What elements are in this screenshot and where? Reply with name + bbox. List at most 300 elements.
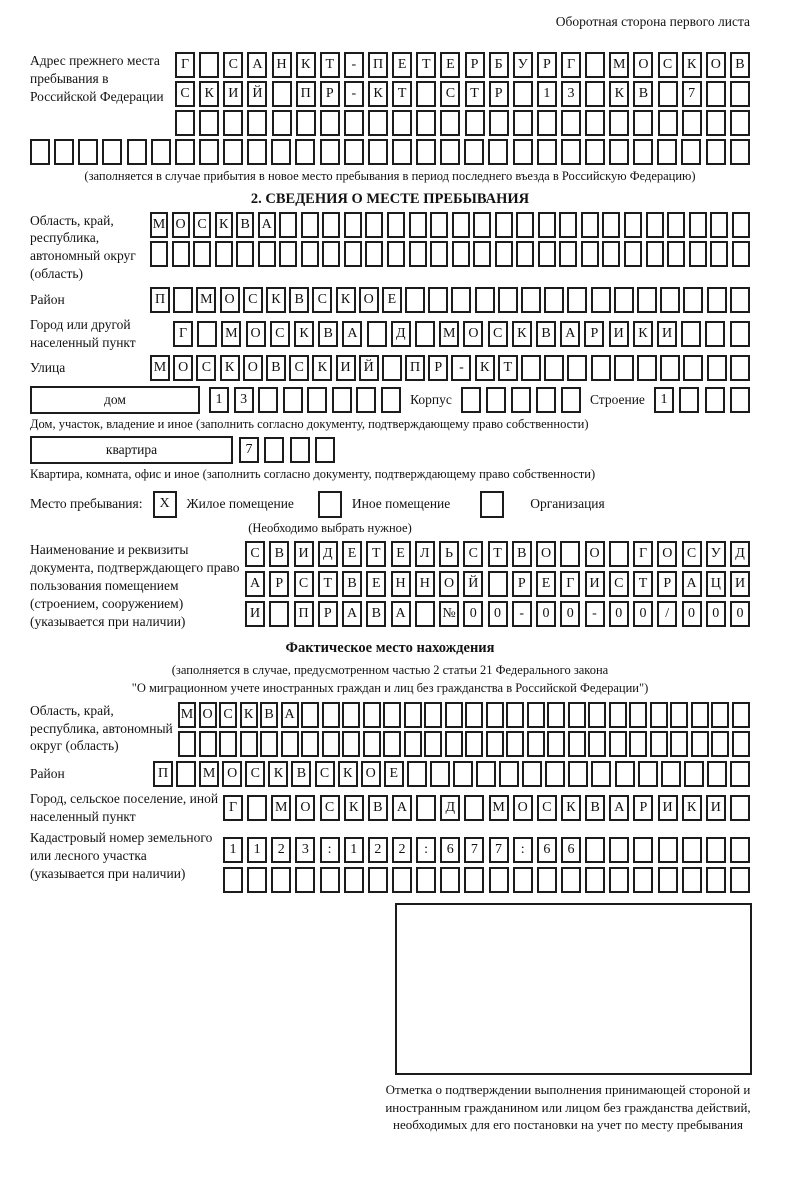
char-cell[interactable]: И	[294, 541, 314, 567]
char-cell[interactable]	[560, 541, 580, 567]
char-cell[interactable]: Г	[175, 52, 195, 78]
char-cell[interactable]	[730, 837, 750, 863]
char-cell[interactable]	[609, 541, 629, 567]
char-cell[interactable]	[707, 761, 727, 787]
char-cell[interactable]: С	[440, 81, 460, 107]
char-cell[interactable]	[637, 355, 657, 381]
char-cell[interactable]	[409, 241, 427, 267]
char-cell[interactable]	[513, 81, 533, 107]
char-cell[interactable]	[30, 139, 50, 165]
char-cell[interactable]	[506, 731, 524, 757]
char-cell[interactable]	[588, 731, 606, 757]
char-cell[interactable]: -	[585, 601, 605, 627]
char-cell[interactable]: С	[488, 321, 508, 347]
char-cell[interactable]: Н	[391, 571, 411, 597]
char-cell[interactable]	[609, 867, 629, 893]
char-cell[interactable]: П	[294, 601, 314, 627]
char-cell[interactable]	[279, 212, 297, 238]
char-cell[interactable]: П	[296, 81, 316, 107]
char-cell[interactable]: С	[289, 355, 309, 381]
char-cell[interactable]	[730, 761, 750, 787]
char-cell[interactable]	[667, 212, 685, 238]
char-cell[interactable]	[342, 731, 360, 757]
char-cell[interactable]: В	[236, 212, 254, 238]
char-cell[interactable]	[624, 241, 642, 267]
char-cell[interactable]	[78, 139, 98, 165]
char-cell[interactable]: 2	[392, 837, 412, 863]
char-cell[interactable]	[363, 702, 381, 728]
char-cell[interactable]: К	[682, 52, 702, 78]
char-cell[interactable]: Т	[416, 52, 436, 78]
char-cell[interactable]	[730, 387, 750, 413]
char-cell[interactable]	[428, 287, 448, 313]
char-cell[interactable]: С	[193, 212, 211, 238]
char-cell[interactable]: В	[730, 52, 750, 78]
char-cell[interactable]: Т	[498, 355, 518, 381]
char-cell[interactable]	[591, 287, 611, 313]
char-cell[interactable]	[178, 731, 196, 757]
char-cell[interactable]: Г	[561, 52, 581, 78]
char-cell[interactable]	[296, 110, 316, 136]
char-cell[interactable]	[629, 731, 647, 757]
char-cell[interactable]: :	[513, 837, 533, 863]
char-cell[interactable]: 2	[271, 837, 291, 863]
char-cell[interactable]	[219, 731, 237, 757]
char-cell[interactable]: С	[658, 52, 678, 78]
char-cell[interactable]	[609, 702, 627, 728]
char-cell[interactable]: Т	[366, 541, 386, 567]
char-cell[interactable]	[633, 139, 653, 165]
char-cell[interactable]: Ь	[439, 541, 459, 567]
char-cell[interactable]: О	[633, 52, 653, 78]
char-cell[interactable]: И	[336, 355, 356, 381]
char-cell[interactable]: Т	[392, 81, 412, 107]
char-cell[interactable]	[615, 761, 635, 787]
char-cell[interactable]	[404, 702, 422, 728]
char-cell[interactable]	[683, 355, 703, 381]
char-cell[interactable]	[516, 212, 534, 238]
char-cell[interactable]	[322, 702, 340, 728]
char-cell[interactable]	[215, 241, 233, 267]
char-cell[interactable]	[650, 731, 668, 757]
char-cell[interactable]: Р	[465, 52, 485, 78]
char-cell[interactable]	[561, 867, 581, 893]
char-cell[interactable]: Р	[489, 81, 509, 107]
char-cell[interactable]: Н	[272, 52, 292, 78]
char-cell[interactable]	[264, 437, 284, 463]
char-cell[interactable]	[283, 387, 303, 413]
char-cell[interactable]	[381, 387, 401, 413]
char-cell[interactable]	[342, 702, 360, 728]
char-cell[interactable]: О	[463, 321, 483, 347]
char-cell[interactable]	[730, 287, 750, 313]
char-cell[interactable]: Т	[318, 571, 338, 597]
char-cell[interactable]	[344, 139, 364, 165]
char-cell[interactable]	[706, 110, 726, 136]
char-cell[interactable]: Е	[536, 571, 556, 597]
char-cell[interactable]: И	[658, 795, 678, 821]
char-cell[interactable]	[585, 81, 605, 107]
char-cell[interactable]	[486, 702, 504, 728]
char-cell[interactable]: О	[359, 287, 379, 313]
char-cell[interactable]	[588, 702, 606, 728]
char-cell[interactable]	[585, 837, 605, 863]
char-cell[interactable]: Г	[633, 541, 653, 567]
char-cell[interactable]	[732, 702, 750, 728]
char-cell[interactable]: П	[150, 287, 170, 313]
char-cell[interactable]	[290, 437, 310, 463]
char-cell[interactable]	[272, 81, 292, 107]
char-cell[interactable]	[711, 731, 729, 757]
char-cell[interactable]: Д	[318, 541, 338, 567]
char-cell[interactable]: -	[344, 52, 364, 78]
char-cell[interactable]: 3	[561, 81, 581, 107]
char-cell[interactable]: 7	[239, 437, 259, 463]
char-cell[interactable]: В	[318, 321, 338, 347]
char-cell[interactable]	[545, 761, 565, 787]
char-cell[interactable]	[383, 731, 401, 757]
char-cell[interactable]	[150, 241, 168, 267]
char-cell[interactable]	[732, 731, 750, 757]
char-cell[interactable]	[473, 241, 491, 267]
char-cell[interactable]	[260, 731, 278, 757]
char-cell[interactable]	[176, 761, 196, 787]
char-cell[interactable]: А	[342, 601, 362, 627]
char-cell[interactable]: 0	[633, 601, 653, 627]
char-cell[interactable]	[658, 837, 678, 863]
char-cell[interactable]	[199, 139, 219, 165]
char-cell[interactable]	[322, 212, 340, 238]
char-cell[interactable]	[440, 139, 460, 165]
char-cell[interactable]	[711, 702, 729, 728]
char-cell[interactable]	[365, 212, 383, 238]
char-cell[interactable]	[301, 212, 319, 238]
char-cell[interactable]	[440, 867, 460, 893]
char-cell[interactable]	[670, 702, 688, 728]
char-cell[interactable]: К	[240, 702, 258, 728]
char-cell[interactable]	[591, 761, 611, 787]
char-cell[interactable]	[271, 139, 291, 165]
char-cell[interactable]	[54, 139, 74, 165]
char-cell[interactable]	[657, 139, 677, 165]
char-cell[interactable]: М	[150, 355, 170, 381]
char-cell[interactable]	[527, 702, 545, 728]
char-cell[interactable]: Г	[173, 321, 193, 347]
char-cell[interactable]: Р	[633, 795, 653, 821]
char-cell[interactable]	[705, 387, 725, 413]
char-cell[interactable]	[614, 355, 634, 381]
char-cell[interactable]: К	[338, 761, 358, 787]
char-cell[interactable]	[499, 761, 519, 787]
char-cell[interactable]: К	[475, 355, 495, 381]
char-cell[interactable]: У	[706, 541, 726, 567]
char-cell[interactable]: Е	[384, 761, 404, 787]
char-cell[interactable]	[633, 837, 653, 863]
char-cell[interactable]: 0	[488, 601, 508, 627]
char-cell[interactable]: В	[633, 81, 653, 107]
char-cell[interactable]	[452, 241, 470, 267]
char-cell[interactable]	[730, 139, 750, 165]
char-cell[interactable]	[609, 110, 629, 136]
char-cell[interactable]	[691, 731, 709, 757]
char-cell[interactable]	[537, 139, 557, 165]
char-cell[interactable]: К	[609, 81, 629, 107]
char-cell[interactable]	[320, 867, 340, 893]
char-cell[interactable]: А	[342, 321, 362, 347]
char-cell[interactable]	[344, 241, 362, 267]
char-cell[interactable]: К	[633, 321, 653, 347]
char-cell[interactable]: Г	[223, 795, 243, 821]
char-cell[interactable]: С	[682, 541, 702, 567]
char-cell[interactable]: О	[439, 571, 459, 597]
char-cell[interactable]	[670, 731, 688, 757]
char-cell[interactable]	[689, 241, 707, 267]
char-cell[interactable]: В	[266, 355, 286, 381]
char-cell[interactable]	[464, 867, 484, 893]
char-cell[interactable]: К	[344, 795, 364, 821]
char-cell[interactable]	[295, 867, 315, 893]
char-cell[interactable]: О	[513, 795, 533, 821]
char-cell[interactable]	[465, 702, 483, 728]
char-cell[interactable]	[637, 287, 657, 313]
char-cell[interactable]	[568, 702, 586, 728]
char-cell[interactable]	[430, 761, 450, 787]
char-cell[interactable]	[730, 110, 750, 136]
char-cell[interactable]	[281, 731, 299, 757]
char-cell[interactable]	[368, 139, 388, 165]
char-cell[interactable]: К	[336, 287, 356, 313]
char-cell[interactable]	[424, 731, 442, 757]
char-cell[interactable]: С	[537, 795, 557, 821]
char-cell[interactable]	[682, 837, 702, 863]
char-cell[interactable]: С	[223, 52, 243, 78]
char-cell[interactable]	[172, 241, 190, 267]
char-cell[interactable]	[295, 139, 315, 165]
char-cell[interactable]: О	[243, 355, 263, 381]
char-cell[interactable]: У	[513, 52, 533, 78]
char-cell[interactable]	[658, 110, 678, 136]
char-cell[interactable]: К	[296, 52, 316, 78]
char-cell[interactable]	[707, 287, 727, 313]
char-cell[interactable]	[445, 702, 463, 728]
char-cell[interactable]: Б	[489, 52, 509, 78]
char-cell[interactable]: Й	[463, 571, 483, 597]
char-cell[interactable]	[537, 110, 557, 136]
char-cell[interactable]	[223, 110, 243, 136]
char-cell[interactable]: Ц	[706, 571, 726, 597]
char-cell[interactable]	[127, 139, 147, 165]
char-cell[interactable]	[489, 867, 509, 893]
char-cell[interactable]	[516, 241, 534, 267]
char-cell[interactable]: Е	[392, 52, 412, 78]
char-cell[interactable]: Р	[318, 601, 338, 627]
char-cell[interactable]	[416, 795, 436, 821]
char-cell[interactable]	[236, 241, 254, 267]
char-cell[interactable]	[661, 761, 681, 787]
char-cell[interactable]	[522, 761, 542, 787]
char-cell[interactable]	[247, 110, 267, 136]
char-cell[interactable]: К	[294, 321, 314, 347]
char-cell[interactable]	[452, 212, 470, 238]
char-cell[interactable]	[609, 837, 629, 863]
char-cell[interactable]: С	[463, 541, 483, 567]
char-cell[interactable]: Т	[633, 571, 653, 597]
char-cell[interactable]: С	[175, 81, 195, 107]
char-cell[interactable]: А	[682, 571, 702, 597]
char-cell[interactable]	[175, 139, 195, 165]
char-cell[interactable]: П	[405, 355, 425, 381]
char-cell[interactable]	[536, 387, 556, 413]
char-cell[interactable]	[710, 212, 728, 238]
char-cell[interactable]	[683, 287, 703, 313]
char-cell[interactable]	[404, 731, 422, 757]
char-cell[interactable]	[506, 702, 524, 728]
char-cell[interactable]: 7	[464, 837, 484, 863]
char-cell[interactable]: -	[512, 601, 532, 627]
char-cell[interactable]	[707, 355, 727, 381]
char-cell[interactable]	[197, 321, 217, 347]
char-cell[interactable]: С	[270, 321, 290, 347]
char-cell[interactable]	[609, 731, 627, 757]
char-cell[interactable]: 2	[368, 837, 388, 863]
char-cell[interactable]: С	[245, 541, 265, 567]
char-cell[interactable]: С	[320, 795, 340, 821]
char-cell[interactable]	[732, 241, 750, 267]
char-cell[interactable]	[387, 241, 405, 267]
char-cell[interactable]	[258, 241, 276, 267]
char-cell[interactable]	[498, 287, 518, 313]
char-cell[interactable]: -	[451, 355, 471, 381]
char-cell[interactable]	[258, 387, 278, 413]
char-cell[interactable]: Д	[391, 321, 411, 347]
char-cell[interactable]	[365, 241, 383, 267]
char-cell[interactable]: С	[315, 761, 335, 787]
char-cell[interactable]: №	[439, 601, 459, 627]
char-cell[interactable]	[650, 702, 668, 728]
char-cell[interactable]	[658, 867, 678, 893]
char-cell[interactable]: Н	[415, 571, 435, 597]
char-cell[interactable]	[247, 867, 267, 893]
char-cell[interactable]	[591, 355, 611, 381]
char-cell[interactable]	[681, 321, 701, 347]
char-cell[interactable]	[416, 110, 436, 136]
char-cell[interactable]: В	[512, 541, 532, 567]
char-cell[interactable]	[538, 241, 556, 267]
char-cell[interactable]: В	[366, 601, 386, 627]
char-cell[interactable]	[489, 110, 509, 136]
char-cell[interactable]	[609, 139, 629, 165]
char-cell[interactable]: С	[245, 761, 265, 787]
char-cell[interactable]	[567, 355, 587, 381]
char-cell[interactable]	[682, 867, 702, 893]
char-cell[interactable]: К	[268, 761, 288, 787]
char-cell[interactable]	[344, 867, 364, 893]
char-cell[interactable]: А	[245, 571, 265, 597]
char-cell[interactable]	[581, 241, 599, 267]
char-cell[interactable]: С	[196, 355, 216, 381]
char-cell[interactable]	[660, 355, 680, 381]
char-cell[interactable]: В	[368, 795, 388, 821]
char-cell[interactable]: Е	[440, 52, 460, 78]
char-cell[interactable]	[629, 702, 647, 728]
char-cell[interactable]	[710, 241, 728, 267]
char-cell[interactable]	[658, 81, 678, 107]
char-cell[interactable]	[465, 110, 485, 136]
char-cell[interactable]	[730, 81, 750, 107]
char-cell[interactable]: О	[220, 287, 240, 313]
char-cell[interactable]	[646, 212, 664, 238]
char-cell[interactable]	[561, 139, 581, 165]
char-cell[interactable]	[561, 110, 581, 136]
char-cell[interactable]	[464, 795, 484, 821]
char-cell[interactable]: /	[657, 601, 677, 627]
char-cell[interactable]: К	[199, 81, 219, 107]
char-cell[interactable]	[681, 139, 701, 165]
char-cell[interactable]	[392, 867, 412, 893]
char-cell[interactable]: Т	[488, 541, 508, 567]
char-cell[interactable]: В	[585, 795, 605, 821]
char-cell[interactable]	[392, 139, 412, 165]
char-cell[interactable]	[247, 795, 267, 821]
char-cell[interactable]: И	[585, 571, 605, 597]
stay-type-checkbox-organization[interactable]	[480, 491, 504, 518]
char-cell[interactable]	[706, 867, 726, 893]
char-cell[interactable]	[367, 321, 387, 347]
char-cell[interactable]: А	[247, 52, 267, 78]
char-cell[interactable]	[730, 867, 750, 893]
char-cell[interactable]: О	[536, 541, 556, 567]
char-cell[interactable]	[682, 110, 702, 136]
char-cell[interactable]	[538, 212, 556, 238]
char-cell[interactable]	[730, 795, 750, 821]
char-cell[interactable]	[473, 212, 491, 238]
char-cell[interactable]: К	[682, 795, 702, 821]
char-cell[interactable]	[646, 241, 664, 267]
char-cell[interactable]: А	[281, 702, 299, 728]
char-cell[interactable]	[581, 212, 599, 238]
char-cell[interactable]	[409, 212, 427, 238]
char-cell[interactable]	[320, 110, 340, 136]
stay-type-checkbox-residential[interactable]: X	[153, 491, 177, 518]
char-cell[interactable]: 0	[730, 601, 750, 627]
char-cell[interactable]	[315, 437, 335, 463]
char-cell[interactable]: А	[560, 321, 580, 347]
char-cell[interactable]: И	[706, 795, 726, 821]
char-cell[interactable]	[223, 139, 243, 165]
char-cell[interactable]: Р	[512, 571, 532, 597]
char-cell[interactable]: М	[609, 52, 629, 78]
char-cell[interactable]: В	[289, 287, 309, 313]
char-cell[interactable]: М	[196, 287, 216, 313]
char-cell[interactable]	[706, 837, 726, 863]
char-cell[interactable]	[344, 110, 364, 136]
char-cell[interactable]	[475, 287, 495, 313]
char-cell[interactable]: С	[294, 571, 314, 597]
char-cell[interactable]	[511, 387, 531, 413]
char-cell[interactable]: С	[312, 287, 332, 313]
char-cell[interactable]: К	[312, 355, 332, 381]
char-cell[interactable]	[199, 110, 219, 136]
char-cell[interactable]	[684, 761, 704, 787]
char-cell[interactable]: О	[222, 761, 242, 787]
char-cell[interactable]	[585, 52, 605, 78]
char-cell[interactable]	[521, 287, 541, 313]
char-cell[interactable]: В	[269, 541, 289, 567]
char-cell[interactable]: С	[243, 287, 263, 313]
char-cell[interactable]	[430, 241, 448, 267]
char-cell[interactable]: Е	[382, 287, 402, 313]
char-cell[interactable]: М	[221, 321, 241, 347]
